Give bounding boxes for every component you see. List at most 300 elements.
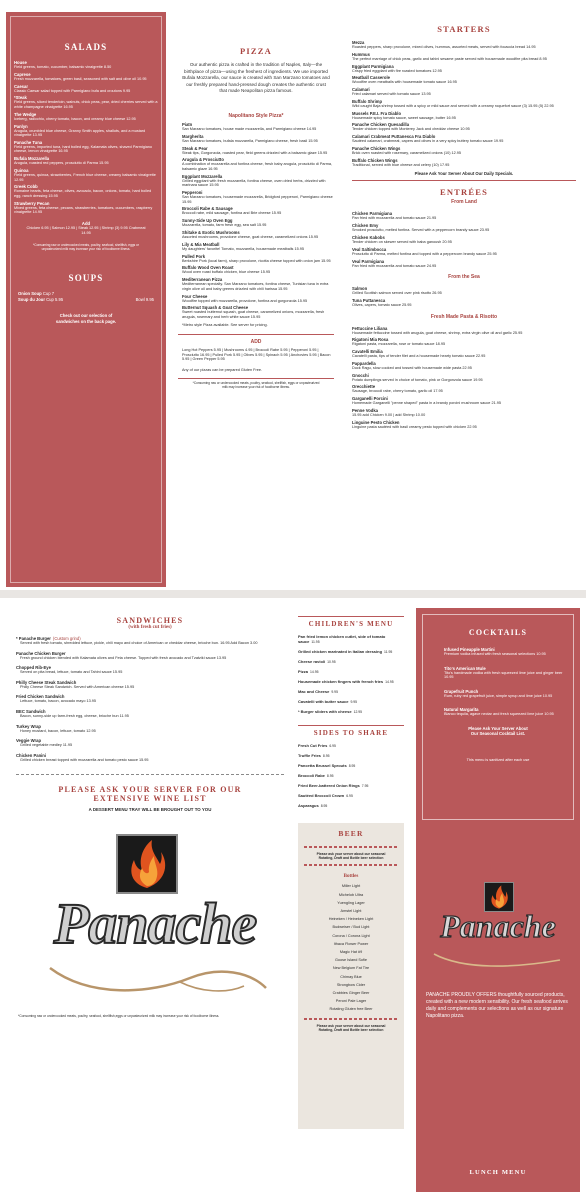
starter-item-name: Mezza <box>352 40 365 45</box>
side-item-price: 6.95 <box>329 744 336 748</box>
pizza-item <box>182 254 334 264</box>
specials-note: Please Ask Your Server About Our Daily Specials. <box>414 171 514 177</box>
side-item-price: 8.95 <box>348 764 356 768</box>
pizza-item <box>182 134 334 144</box>
pizza-item-desc: San Marzano tomatoes, house made mozzarella, and Parmigiano cheese 14.95 <box>182 126 317 131</box>
salad-add-text: Chicken 6.95 | Salmon 12.95 | Steak 12.95 | Shrimp (3) 9.95 Crabmeat 14.95 <box>26 225 146 235</box>
pasta-item-desc: Housemade fettuccine tossed with arugula, goat cheese, shrimp, extra virgin olive oil and garlic 25.95 <box>352 330 523 335</box>
entrees-title: ENTRÉES <box>439 187 489 198</box>
side-item <box>298 753 404 759</box>
cocktail-item-desc: Blanco tequila, agave nectar and fresh squeezed lime juice 10.95 <box>444 712 554 717</box>
pizza-item <box>182 206 334 216</box>
salad-item-name: Caprese <box>14 71 31 77</box>
pizza-item <box>182 242 334 252</box>
sandwich-item <box>16 738 284 748</box>
side-item-price: 8.95 <box>326 774 334 778</box>
bottles-title: Bottles <box>343 874 359 880</box>
side-item <box>298 793 404 799</box>
salad-item <box>14 184 158 198</box>
starters-title: STARTERS <box>437 24 491 34</box>
sandwich-item <box>16 724 284 734</box>
pizza-item-desc: A combination of mozzarella and fontina cheese, fresh baby arugula, prosciutto di Parma, balsamic glaze 16.95 <box>182 162 333 171</box>
pasta-item-desc: 15.95 add Chicken 9.00 | add Shrimp 10.00 <box>352 412 426 417</box>
pizza-item-desc: Broccoli rabe, mild sausage, fontina and Brie cheese 15.95 <box>182 211 282 216</box>
starter-item-name: Eggplant Parmigiana <box>352 63 394 69</box>
pizza-item-name: Arugula & Prosciutto <box>182 157 224 163</box>
pizza-item <box>182 146 334 156</box>
starter-item-desc: Wild caught Baja shrimp tossed with a spicy or mild sauce and served with a creamy roquefort sauce (3) 15.95 (5) 22.95 <box>352 103 554 108</box>
sandwich-item-name: Chopped Rib-Eye <box>16 665 51 671</box>
pizza-add-text: Long Hot Peppers 5.95 | Mushrooms 4.95 | Broccoli Rabe 5.95 | Pepperoni 5.95 | Prosciutto 16.95 | Pulled Pork 5.95 | Olives 5.95 | Spinach 5.95 | Anchovies 5.95 | Bacon 5.95 | Green Pepper 5.95 <box>182 348 331 362</box>
menu-page-back <box>0 598 586 1198</box>
sandwich-item-desc: Grilled vegetable medley 11.95 <box>20 743 73 748</box>
sandwich-item-name: Turkey Wrap <box>16 723 41 729</box>
salad-item <box>14 84 158 94</box>
beer-bottle-item: Michelob Ultra <box>338 892 364 897</box>
from-sea-title: From the Sea <box>448 274 480 281</box>
panache-logo <box>16 834 284 1004</box>
sandwich-item-name: Veggie Wrap <box>16 738 42 744</box>
flame-graphic-small <box>485 883 513 911</box>
pasta-item-name: Cavatelli Emilia <box>352 349 383 355</box>
side-item-price: 8.95 <box>320 804 328 808</box>
flame-icon <box>116 834 178 894</box>
starter-item <box>352 75 576 85</box>
dessert-note: A DESSERT MENU TRAY WILL BE BROUGHT OUT TO YOU <box>88 807 212 813</box>
salads-soups-panel <box>6 12 166 587</box>
sea-entree-item <box>352 286 576 296</box>
pasta-item <box>352 361 576 371</box>
starter-item <box>352 134 576 144</box>
child-menu-item-price: 11.95 <box>311 640 320 644</box>
pasta-item <box>352 408 576 418</box>
pizza-item-desc: Grilled eggplant with fresh mozzarella, fontina cheese, oven dried herbs, drizzled with marinara sauce 15.95 <box>182 178 326 188</box>
pasta-item-name: Rigatoni Mia Rosa <box>352 337 389 343</box>
beer-bottle-item: Amstel Light <box>340 909 362 914</box>
salad-item-name: House <box>14 60 27 65</box>
pizza-item-name: Four Cheese <box>182 293 208 299</box>
pasta-item-desc: Rigatoni pasta, mozzarella, rose or tomato sauce 18.95 <box>352 342 446 347</box>
land-entree-item-desc: Smoked prosciutto, melted fontina. Served with a peppercorn brandy sauce 23.95 <box>352 228 490 233</box>
salad-item-name: *Steak <box>14 95 27 101</box>
pizza-item-desc: Berkshire Pork (local farm), sharp provolone, ricotta cheese topped with onion jam 15.95 <box>182 258 331 263</box>
side-item-name: Fried Beer-battered Onion Rings <box>298 783 360 788</box>
pizza-item-name: Pulled Pork <box>182 253 206 259</box>
starter-item-name: Buffalo Chicken Wings <box>352 157 398 163</box>
starters-entrees-column <box>348 12 580 587</box>
child-menu-item-name: Mac and Cheese <box>298 689 330 694</box>
side-item-name: Asparagus <box>298 803 319 808</box>
pizza-item-name: Mediterranean Pizza <box>182 277 223 283</box>
cocktail-item <box>444 666 572 680</box>
pizza-item <box>182 218 334 228</box>
pasta-title: Fresh Made Pasta & Risotto <box>430 313 498 320</box>
cocktail-ask-2: Our Seasonal Cocktail List. <box>470 730 526 736</box>
starter-item-desc: Sautéed calamari, crabmeat, capers and olives in a very spicy buttery tomato sauce 19.95 <box>352 139 504 144</box>
land-entree-item-name: Veal Saltimbocca <box>352 246 387 252</box>
cocktail-item-name: Tito's American Mule <box>444 665 486 671</box>
cocktail-logo-swirl-icon <box>424 950 572 970</box>
starter-item-desc: Housemade spicy tomato sauce, sweet sausage, butter 16.95 <box>352 115 456 120</box>
pasta-list <box>352 326 576 430</box>
child-menu-item-name: Housemade chicken fingers with french fries <box>298 679 384 684</box>
salad-item-name: The Wedge <box>14 111 37 117</box>
pasta-item-desc: Potato dumplings served in choice of tomato, pink or Gorgonzola sauce 19.95 <box>352 377 483 382</box>
cocktails-panel <box>416 608 580 1192</box>
sandwich-item-name: Fried Chicken Sandwich <box>16 694 65 700</box>
pizza-note: *Consuming raw or undercooked meats, poultry, seafood, shellfish, eggs or unpasteurized milk may increase your risk of foodborne illness. <box>192 381 320 390</box>
salad-item <box>14 72 158 82</box>
about-text: PANACHE PROUDLY OFFERS thoughtfully sourced products, created with a new modern sensibility. Our fresh seafood arrives daily and complements our selections as well as our signature Napolitano pizza. <box>426 991 568 1019</box>
salad-item-desc: Arugula, crumbled blue cheese, Granny Smith apples, shallots, and a mustard vinaigrette 13.95 <box>14 128 146 138</box>
pizza-item-name: Shitake & Exotic Mushrooms <box>182 230 240 235</box>
child-menu-item-name: Grilled chicken marinated in Italian dressing <box>298 649 383 654</box>
child-menu-item <box>298 669 404 675</box>
pasta-item-name: Pappardella <box>352 360 376 366</box>
sea-entree-item-desc: Grilled Scottish salmon served over pink risotto 26.95 <box>352 291 442 296</box>
pizza-item <box>182 265 334 275</box>
cocktail-item-name: Grapefruit Punch <box>444 688 479 694</box>
sandwich-item <box>16 651 284 661</box>
child-menu-item-name: Cheese ravioli <box>298 659 326 664</box>
child-menu-item-price: 14.95 <box>385 680 394 684</box>
salad-item-desc: Romaine hearts, feta cheese, olives, avocado, bacon, onions, tomato, hard boiled egg, ranch dressing 15.95 <box>14 189 152 198</box>
soup-row-jour <box>14 297 158 303</box>
cocktail-item-name: Infused Pineapple Martini <box>444 647 495 652</box>
lunch-menu-label: LUNCH MENU <box>469 1169 527 1176</box>
pasta-item-desc: Duck Ragu, slow cooked and tossed with housemade wide pasta 22.95 <box>352 365 472 370</box>
land-entree-item <box>352 223 576 233</box>
napolitano-title: Napolitano Style Pizza* <box>228 112 284 119</box>
salad-add-title: Add <box>81 220 91 226</box>
pizza-column <box>172 12 340 587</box>
pasta-item <box>352 396 576 406</box>
pizza-item <box>182 305 334 319</box>
side-item-price: 7.95 <box>361 784 369 788</box>
sandwich-item <box>16 694 284 704</box>
pizza-item-desc: San Marzano tomatoes, bufala mozzarella, Parmigiano cheese, fresh basil 15.95 <box>182 138 318 143</box>
pizza-item-desc: Mediterranean specialty. San Marzano tomatoes, fontina cheese, Tunisian tuna in extra virgin olive oil and baby greens drizzled with chili harissa 15.95 <box>182 282 329 291</box>
starter-item <box>352 122 576 132</box>
pasta-item <box>352 373 576 383</box>
sanitized-note: This menu is sanitized after each use <box>466 757 530 762</box>
sea-entree-item-desc: Olives, capers, tomato sauce 25.95 <box>352 302 412 307</box>
pasta-item <box>352 337 576 347</box>
salad-item-name: Panlyn <box>14 123 28 129</box>
starter-item <box>352 40 576 50</box>
beer-bottle-item: Ithaca Flower Power <box>333 941 369 946</box>
side-item-price: 6.95 <box>346 794 353 798</box>
land-list <box>352 211 576 268</box>
starters-list <box>352 40 576 167</box>
child-menu-item <box>298 634 404 645</box>
menu-page-front <box>0 0 586 590</box>
soup-du-jour-name: Soup du Jour <box>18 297 45 303</box>
bottles-list <box>304 882 398 1013</box>
land-entree-item-desc: Pan fried with mozzarella and tomato sauce 24.95 <box>352 263 437 268</box>
child-menu-item-name: Pizza <box>298 669 309 674</box>
starter-item-name: Calamari <box>352 87 370 93</box>
beer-bottle-item: Heineken / Heineken Light <box>328 917 374 922</box>
pasta-item-desc: Linguine pasta sautéed with basil creamy pesto topped with chicken 22.95 <box>352 424 477 429</box>
pasta-item-desc: Cavatelli pasta, tips of tender filet and a housemade hearty tomato sauce 22.95 <box>352 354 486 359</box>
cocktail-logo-wordmark: Panache <box>440 907 556 944</box>
sea-entree-item-name: Salmon <box>352 286 368 292</box>
salad-item-desc: Iceberg, radicchio, cherry tomato, bacon, and creamy blue cheese 12.95 <box>14 116 136 121</box>
salad-item-desc: Field greens, tomato, cucumber, balsamic vinaigrette 8.50 <box>14 65 112 69</box>
land-entree-item <box>352 211 576 221</box>
pizza-item-name: Buffalo Wood Oven Roast <box>182 265 234 271</box>
starter-item <box>352 87 576 97</box>
pasta-item <box>352 384 576 394</box>
pizza-item-desc: Sweet roasted butternut squash, goat cheese, caramelized onions, mozzarella, fresh arugula, rosemary and herb white sauce 15.95 <box>182 310 325 319</box>
sandwich-item-desc: Served with fresh tomato, shredded lettuce, pickle, chili mayo and choice of American or cheddar cheese, brioche bun. 16.95 Add Bacon 3.00 <box>20 641 258 645</box>
child-menu-item <box>298 679 404 685</box>
pizza-item-name: Eggplant Mozzarella <box>182 173 223 179</box>
starter-item-name: Meatball Casserole <box>352 75 390 81</box>
cocktail-logo <box>424 882 572 992</box>
pizza-item-name: Steak & Pear <box>182 145 208 151</box>
child-menu-item-price: 9.95 <box>331 690 338 694</box>
gluten-free-note: Any of our pizzas can be prepared Gluten Free. <box>182 367 262 372</box>
starter-item <box>352 158 576 168</box>
land-entree-item <box>352 247 576 257</box>
pasta-item-name: Penne Vodka <box>352 407 378 413</box>
salad-item-name: Strawberry Pecan <box>14 200 50 206</box>
salad-item <box>14 60 158 70</box>
land-entree-item-desc: Pan fried with mozzarella and tomato sauce 21.95 <box>352 216 437 221</box>
sandwich-item-desc: Honey mustard, bacon, lettuce, tomato 12.95 <box>20 728 96 733</box>
side-item-name: Sautéed Broccoli Crown <box>298 793 345 798</box>
pizza-item-name: Broccoli Rabe & Sausage <box>182 206 233 212</box>
salads-list <box>14 60 158 215</box>
onion-soup-price: Cup 7 <box>42 291 55 297</box>
pasta-item-name: Orecchiette <box>352 384 376 390</box>
starter-item-name: Panache Chicken Quesadilla <box>352 122 410 128</box>
child-menu-item-price: 12.95 <box>353 710 363 714</box>
sandwich-item-name: Panache Chicken Burger <box>16 650 66 656</box>
sea-list <box>352 286 576 307</box>
pizza-item <box>182 157 334 171</box>
salad-item-name: Caesar <box>14 83 28 89</box>
beer-bottle-item: Peroni Pale Lager <box>335 999 367 1004</box>
side-item <box>298 803 404 809</box>
beer-bottle-item: Yuengling Lager <box>337 900 365 905</box>
child-menu-item-price: 14.95 <box>310 670 319 674</box>
salad-item <box>14 140 158 154</box>
cocktail-item-desc: Premium vodka infused with fresh seasonal selections 10.95 <box>444 652 546 656</box>
pizza-item <box>182 230 334 240</box>
child-menu-item-price: 11.95 <box>384 650 393 654</box>
salad-item-name: Quinoa <box>14 168 29 174</box>
beer-bottle-item: Chimay Blue <box>340 974 362 979</box>
page-divider <box>0 590 586 598</box>
pasta-item-name: Linguine Pesto Chicken <box>352 419 400 425</box>
pasta-item-name: Gnocchi <box>352 372 369 378</box>
pizza-list <box>178 122 334 320</box>
pasta-item-desc: Homemade Garganelli "penne shaped" pasta in a brandy porcini mushroom sauce 21.95 <box>352 401 501 406</box>
sandwich-item-name: * Panache Burger <box>16 636 51 641</box>
pasta-item <box>352 349 576 359</box>
child-menu-item-name: Cavatelli with butter sauce <box>298 699 349 704</box>
beer-title: BEER <box>338 829 364 838</box>
starter-item <box>352 99 576 109</box>
sandwich-list <box>16 636 284 762</box>
cocktail-item-desc: Tito's handmade vodka with fresh squeezed lime juice and ginger beer 10.95 <box>444 670 563 680</box>
sandwich-item-desc: Philly Cheese Steak Sandwich. Served with American cheese 15.95 <box>20 684 135 689</box>
salad-item-name: Bufala Mozzarella <box>14 156 50 162</box>
salad-item-desc: Fresh mozzarella, tomatoes, green basil, seasoned with salt and olive oil 10.95 <box>14 76 147 81</box>
land-entree-item-name: Chicken Kabobs <box>352 234 385 240</box>
sandwich-item <box>16 665 284 675</box>
beer-bottle-item: Magic Hat #9 <box>339 950 363 955</box>
land-entree-item <box>352 259 576 269</box>
starter-item <box>352 111 576 121</box>
sea-entree-item <box>352 298 576 308</box>
child-menu-item-name: Pan fried lemon chicken cutlet, side of tomato sauce <box>298 634 386 644</box>
sandwich-item-desc: Bacon, sunny-side up farm-fresh egg, cheese, brioche bun 11.95 <box>20 713 129 718</box>
starter-item-desc: The perfect marriage of chick peas, garlic and tahini sesame paste served with housemade woodfire pita bread 8.95 <box>352 56 547 61</box>
beer-bottom-note: Please ask your server about our seasonal Rotating, Draft and Bottle beer selection <box>316 1023 386 1032</box>
starter-item-name: Hummus <box>352 51 370 57</box>
pasta-item <box>352 420 576 430</box>
sandwich-item-name: Chicken Panini <box>16 752 47 758</box>
salad-item-desc: Classic Caesar salad topped with Parmigiano bufa and croutons 9.95 <box>14 88 131 93</box>
child-menu-item <box>298 659 404 665</box>
salad-item <box>14 124 158 138</box>
child-menu-item-price: 9.95 <box>350 700 358 704</box>
land-entree-item <box>352 235 576 245</box>
beer-bottle-item: Miller Light <box>341 884 361 889</box>
sandwich-item-extra: (Custom grind) <box>52 636 81 641</box>
beer-bottle-item: Strongbow Cider <box>336 982 366 987</box>
side-item-price: 8.95 <box>322 754 330 758</box>
pizza-add-title: ADD <box>250 339 262 346</box>
starter-item-desc: Traditional, served with blue cheese and celery (10) 17.95 <box>352 162 450 167</box>
cocktail-item <box>444 689 572 699</box>
side-item <box>298 743 404 749</box>
side-item-name: Truffle Fries <box>298 753 321 758</box>
cocktail-list <box>424 647 572 717</box>
salad-item-desc: Field greens, quinoa, strawberries, French blue cheese, creamy balsamic vinaigrette 12.95 <box>14 173 156 182</box>
starter-item-name: Mussels P.E.I. Fra Diablo <box>352 110 402 116</box>
children-title: CHILDREN'S MENU <box>308 620 394 628</box>
child-menu-item <box>298 709 404 715</box>
sides-title: SIDES TO SHARE <box>313 729 389 737</box>
pizza-item-name: Margherita <box>182 133 204 139</box>
starter-item-name: Calamari Crabmeat Puttanesca Fra Diablo <box>352 134 436 140</box>
salad-item-desc: Mixed greens, feta cheese, pecans, strawberries, tomatoes, cucumbers, raspberry vinaigrette 14.95 <box>14 205 153 215</box>
pizza-item-desc: My daughters' favorite! Tomato, mozzarella, housemade meatballs 15.95 <box>182 246 305 251</box>
from-land-title: From Land <box>451 199 477 206</box>
land-entree-item-name: Veal Parmigiana <box>352 258 385 264</box>
salad-item <box>14 156 158 166</box>
side-item <box>298 783 404 789</box>
side-item-name: Pancetta Brussel Sprouts <box>298 763 347 768</box>
sandwich-item-desc: Lettuce, tomato, bacon, avocado mayo 13.95 <box>20 699 96 704</box>
logo-swirl-icon <box>30 958 280 998</box>
pizza-item-name: Pepperoni <box>182 190 203 196</box>
cocktail-item-desc: Rum, ruby red grapefruit juice, simple syrup and lime juice 10.95 <box>444 693 553 698</box>
beer-bottle-item: Goose Island Sofie <box>334 958 368 963</box>
salad-item <box>14 95 158 109</box>
wine-line-2: EXTENSIVE WINE LIST <box>93 794 207 804</box>
child-menu-item-price: 10.95 <box>327 660 336 664</box>
pizza-item <box>182 277 334 291</box>
sandwich-item-name: Philly Cheese Steak Sandwich <box>16 679 77 685</box>
sandwich-item <box>16 680 284 690</box>
onion-soup-name: Onion Soup <box>18 291 42 297</box>
pizza-item-desc: Steak tips, Gorgonzola, roasted pear, field greens drizzled with a balsamic glaze 15.95 <box>182 150 328 155</box>
cocktail-item <box>444 647 572 657</box>
soup-bowl-price: Bowl 9.95 <box>135 297 154 303</box>
side-item <box>298 773 404 779</box>
land-entree-item-name: Chicken Parmigiana <box>352 211 393 217</box>
pizza-item <box>182 122 334 132</box>
pizza-item-desc: Woodfire topped with mozzarella, provolone, fontina and gorgonzola 15.95 <box>182 298 308 303</box>
beer-bottle-item: Corona / Corona Light <box>332 933 370 938</box>
child-menu-item <box>298 649 404 655</box>
salad-item <box>14 168 158 182</box>
salad-item-name: Greek Cobb <box>14 184 38 190</box>
beer-top-note: Please ask your server about our seasonal Rotating, Draft and Bottle beer selection <box>316 852 386 861</box>
starter-item <box>352 64 576 74</box>
starter-item-desc: Roasted peppers, sharp provolone, mixed olives, hummus, assorted meats, served with focaccia bread 14.95 <box>352 45 536 49</box>
sandwich-item <box>16 709 284 719</box>
starter-item <box>352 52 576 62</box>
cocktail-item-name: Natural Margarita <box>444 707 479 713</box>
beer-panel <box>298 823 404 1129</box>
starter-item-desc: Woodfire oven meatballs with housemade tomato sauce 16.95 <box>352 80 457 85</box>
pasta-item-desc: Sausage, broccoli rabe, cherry tomato, garlic oil 17.95 <box>352 389 443 394</box>
side-item-name: Fresh Cut Fries <box>298 743 328 748</box>
sandwiches-title: SANDWICHES <box>116 616 184 625</box>
sandwiches-subtitle: (with fresh cut fries) <box>128 625 172 630</box>
child-menu-item <box>298 689 404 695</box>
salad-item-desc: Arugula, roasted red peppers, prosciutto di Parma 15.95 <box>14 161 109 166</box>
sandwich-item-desc: Served on pita bread, lettuce, tomato and Tahini sauce 15.95 <box>20 670 123 675</box>
soup-du-jour-price: Cup 5.95 <box>46 297 64 303</box>
salads-title: SALADS <box>64 42 108 52</box>
pizza-item-desc: Mozzarella, tomato, farm fresh egg, sea salt 15.95 <box>182 223 267 228</box>
starter-item-name: Buffalo Shrimp <box>352 98 383 104</box>
children-list <box>298 634 404 715</box>
starter-item-desc: Tender chicken topped with Monterey Jack and cheddar cheese 10.95 <box>352 127 470 132</box>
salad-item <box>14 201 158 215</box>
pizza-item-name: Piatn <box>182 121 193 127</box>
metro-note: *Metro style Pizza available. See server for pricing. <box>182 323 268 328</box>
pasta-item-name: Garganelli Porcini <box>352 396 388 402</box>
children-sides-beer-column <box>296 612 406 1192</box>
sea-entree-item-name: Tuna Puttanesca <box>352 297 386 303</box>
sides-list <box>298 743 404 809</box>
soups-sandwich-note: Check out our selection of sandwiches on the back page. <box>55 313 117 324</box>
pizza-title: PIZZA <box>240 46 272 56</box>
beer-bottle-item: Budweiser / Bud Light <box>332 925 370 930</box>
side-item-name: Broccoli Rabe <box>298 773 325 778</box>
sandwiches-column <box>10 612 290 1192</box>
cocktails-title: COCKTAILS <box>468 628 528 637</box>
sandwich-item-name: BEC Sandwich <box>16 708 46 714</box>
salad-item-name: Panache Tuna <box>14 139 43 145</box>
starter-item-desc: Crispy fried eggplant with fire roasted tomatoes 12.95 <box>352 68 442 73</box>
pasta-item-name: Fettuccine Liliana <box>352 325 388 331</box>
sandwich-item-desc: Fresh ground chicken blended with Kalamata olives and Feta cheese. Topped with fresh avocado and Tzatziki sauce 13.95 <box>20 655 227 660</box>
pizza-item-desc: Assorted mushrooms, provolone cheese, goat cheese, caramelized onions 15.95 <box>182 235 319 239</box>
land-entree-item-desc: Tender chicken on skewer served with baba ganoush 20.95 <box>352 239 452 244</box>
pizza-item-name: Butternut Squash & Goat Cheese <box>182 305 249 311</box>
pizza-intro: Our authentic pizza is crafted in the tradition of Naples, Italy—the birthplace of pizza—using the freshest of ingredients. We use imported Bufala Mozzarella, our sauce is created with San Marzano tomatoes and our freshly prepared hand-pressed dough creates the authentic crust that made Neapolitan pizza famous. <box>182 62 330 94</box>
